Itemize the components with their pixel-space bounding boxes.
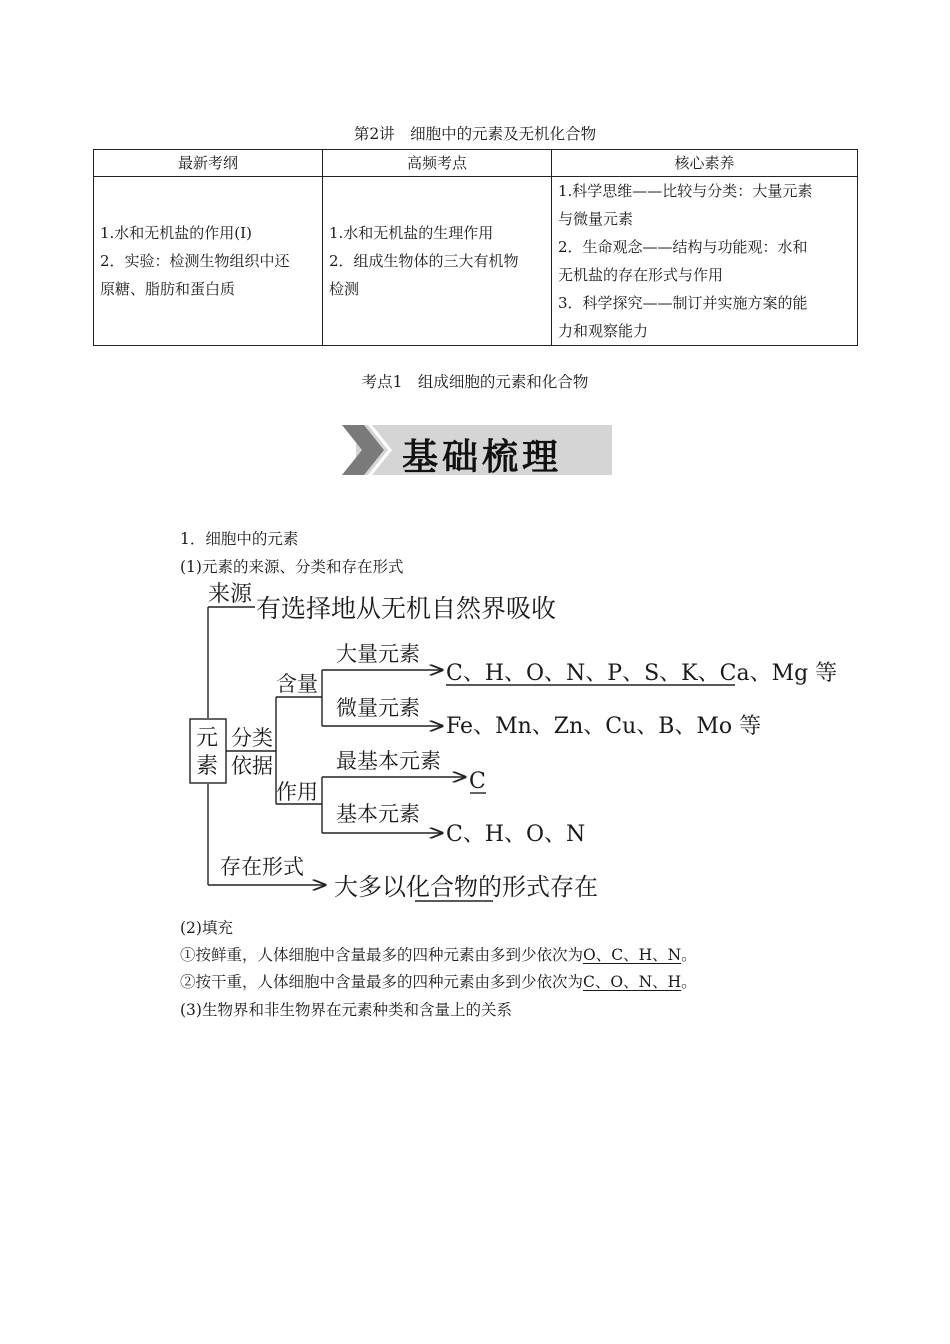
form-post: 的形式存在 (478, 873, 598, 901)
cell-line: 3．科学探究——制订并实施方案的能 (558, 294, 808, 312)
svg-text:C、H、O、N、P、S、K、Ca、Mg 等 (446, 661, 837, 686)
fill-text: 。 (681, 946, 697, 964)
subsection-subtitle: (3)生物界和非生物界在元素种类和含量上的关系 (180, 1001, 512, 1019)
basic-label: 基本元素 (336, 802, 420, 826)
basic-value: C、H、O、N (446, 822, 586, 847)
section-banner (342, 425, 612, 478)
chevron-right-icon (342, 425, 402, 475)
cell-line: 2．组成生物体的三大有机物 (329, 252, 519, 270)
fill-answer: O、C、H、N (583, 946, 682, 964)
cell-line: 无机盐的存在形式与作用 (558, 266, 724, 284)
function-label: 作用 (276, 780, 318, 804)
cell-line: 1.科学思维——比较与分类：大量元素 (558, 182, 813, 200)
svg-text:大多以化合物的形式存在 (334, 873, 598, 901)
source-text: 有选择地从无机自然界吸收 (256, 594, 557, 623)
cell-latest-syllabus (94, 177, 323, 346)
header-latest-syllabus: 最新考纲 (94, 150, 323, 177)
page-title: 第2讲 细胞中的元素及无机化合物 (353, 125, 597, 143)
root-char: 元 (196, 726, 219, 751)
micro-label: 微量元素 (336, 696, 420, 720)
fill-item (180, 970, 697, 992)
most-basic-label: 最基本元素 (336, 749, 441, 773)
banner-title: 基础梳理 (402, 437, 563, 478)
element-classification-diagram (0, 575, 950, 910)
cell-line: 与微量元素 (558, 210, 634, 228)
fill-item (180, 943, 697, 965)
subsection-subtitle: (2)填充 (180, 919, 233, 937)
cell-line: 2．生命观念——结构与功能观：水和 (558, 238, 808, 256)
cell-line: 检测 (329, 280, 360, 298)
cell-line: 1.水和无机盐的生理作用 (329, 224, 494, 242)
subsection-subtitle: (1)元素的来源、分类和存在形式 (180, 558, 404, 576)
fill-text: ①按鲜重，人体细胞中含量最多的四种元素由多到少依次为 (180, 946, 584, 964)
source-label: 来源 (208, 582, 253, 607)
micro-value: Fe、Mn、Zn、Cu、B、Mo 等 (446, 714, 762, 739)
content-label: 含量 (276, 672, 318, 696)
fill-text: ②按干重，人体细胞中含量最多的四种元素由多到少依次为 (180, 973, 584, 991)
subsection-title: 1．细胞中的元素 (180, 530, 299, 548)
macro-value: C、H、O、N、P、S、K、Ca、Mg (446, 661, 809, 686)
fill-answer: C、O、N、H (583, 973, 682, 991)
root-char: 素 (196, 754, 219, 779)
header-core-literacy: 核心素养 (552, 150, 858, 177)
classify-label: 依据 (231, 754, 273, 778)
cell-line: 2．实验：检测生物组织中还 (100, 252, 290, 270)
classify-label: 分类 (231, 726, 273, 750)
form-key: 化合物 (406, 873, 478, 901)
most-basic-value: C (469, 769, 486, 794)
header-frequent-points: 高频考点 (323, 150, 552, 177)
cell-frequent-points (323, 177, 552, 346)
form-pre: 大多以 (334, 873, 406, 901)
table-header-row (94, 150, 858, 177)
cell-line: 1.水和无机盐的作用(Ⅰ) (100, 224, 252, 242)
macro-suffix: 等 (808, 661, 838, 686)
cell-core-literacy (552, 177, 858, 346)
macro-label: 大量元素 (336, 642, 420, 666)
syllabus-table (93, 149, 858, 346)
cell-line: 力和观察能力 (558, 322, 649, 340)
fill-text: 。 (681, 973, 697, 991)
table-row (94, 177, 858, 346)
section-heading: 考点1 组成细胞的元素和化合物 (361, 373, 589, 391)
form-label: 存在形式 (220, 855, 304, 879)
cell-line: 原糖、脂肪和蛋白质 (100, 280, 236, 298)
